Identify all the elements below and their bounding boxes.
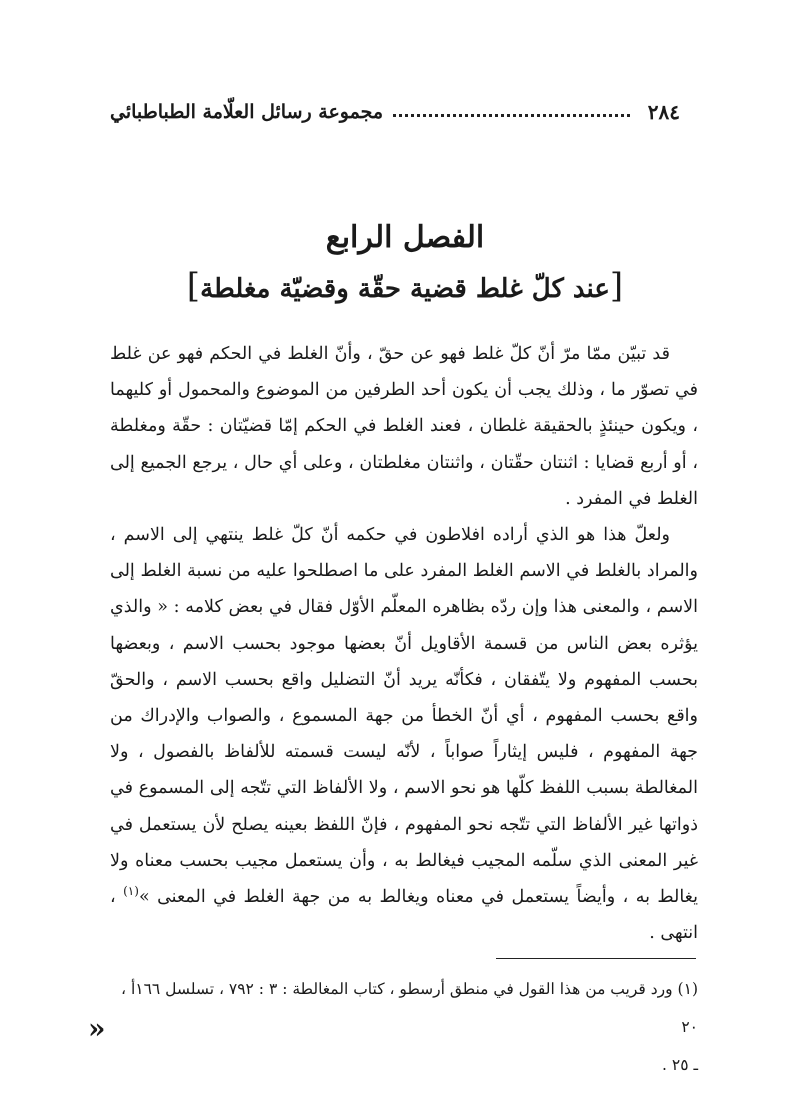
footnote [110,970,698,1084]
paragraph-2 [110,517,698,951]
continuation-mark: » [88,1012,106,1045]
footnote-continuation: ـ ٢٥ . [662,1056,698,1074]
paragraph-2-text: ولعلّ هذا هو الذي أراده افلاطون في حكمه أنّ كلّ غلط ينتهي إلى الاسم ، والمراد بالغلط في الاسم الغلط المفرد على ما اصطلحوا عليه من نسبة الغلط إلى الاسم ، والمعنى هذا وإن ردّه بظاهره المعلّم الأوّل فقال في بعض كلامه : « والذي يؤثره بعض الناس من قسمة الأقاويل أنّ بعضها موجود بحسب الاسم ، وبعضها بحسب المفهوم ولا يتّفقان ، فكأنّه يريد أنّ التضليل واقع بحسب الاسم ، والحقّ واقع بحسب المفهوم ، أي أنّ الخطأ من جهة المسموع ، والصواب والإدراك من جهة المفهوم ، فليس إيثاراً صواباً ، لأنّه ليست قسمته للألفاظ بالفصول ، ولا المغالطة بسبب اللفظ كلّها هو نحو الاسم ، ولا الألفاظ التي تتّجه إلى المسموع في ذواتها غير الألفاظ التي تتّجه نحو المفهوم ، فإنّ اللفظ بعينه يصلح لأن يستعمل في غير المعنى الذي سلّمه المجيب فيغالط به ، وأن يستعمل مجيب بحسب معناه ولا يغالط به ، وأيضاً يستعمل في معناه ويغالط به من جهة الغلط في المعنى » [110,525,698,908]
page-number: ٢٨٤ [647,100,680,124]
footnote-reference[interactable]: (١) [123,884,139,899]
body-text [110,336,698,951]
paragraph-1: قد تبيّن ممّا مرّ أنّ كلّ غلط فهو عن حقّ ، وأنّ الغلط في الحكم فهو عن غلط في تصوّر ما ، وذلك يجب أن يكون أحد الطرفين من الموضوع والمحمول أو كليهما ، ويكون حينئذٍ بالحقيقة غلطان ، فعند الغلط في الحكم إمّا قضيّتان : حقّة ومغلطة ، أو أربع قضايا : اثنتان حقّتان ، واثنتان مغلطتان ، وعلى أي حال ، يرجع الجميع إلى الغلط في المفرد . [110,344,698,509]
subtitle-text: عند كلّ غلط قضية حقّة وقضيّة مغلطة [200,274,610,304]
chapter-subtitle [80,266,730,306]
footnote-text: ورد قريب من هذا القول في منطق أرسطو ، كتاب المغالطة : ٣ : ٧٩٢ ، تسلسل ١٦٦أ ، ٢٠ [121,980,698,1036]
footnote-separator [496,958,696,959]
header-dot-leader [393,114,630,117]
series-title: مجموعة رسائل العلّامة الطباطبائي [110,101,384,123]
chapter-title: الفصل الرابع [325,220,485,255]
paragraph-2-closing: ، انتهى . [110,887,698,944]
subtitle-bracket-close: ] [186,266,201,306]
footnote-number: (١) [677,980,698,998]
subtitle-bracket-open: [ [609,266,624,306]
running-header [110,92,680,132]
